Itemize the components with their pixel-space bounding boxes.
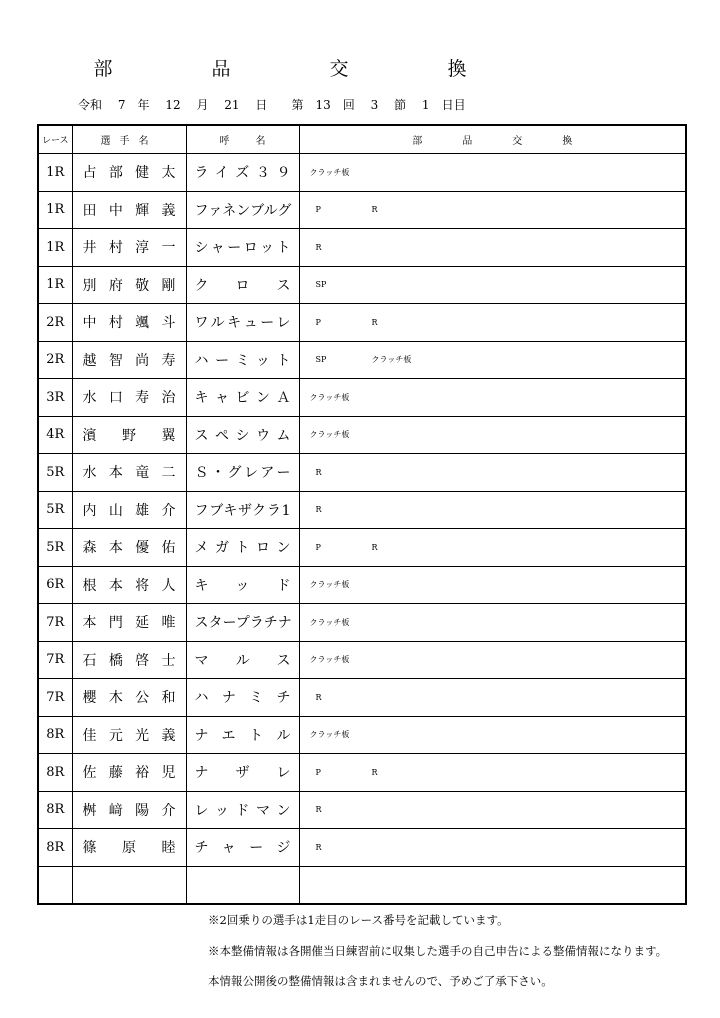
part-item: R xyxy=(371,205,378,215)
race-number: 1R xyxy=(38,229,72,267)
table-row xyxy=(38,266,686,304)
parts-exchanged xyxy=(299,529,686,567)
part-item: R xyxy=(315,842,322,852)
parts-exchanged xyxy=(299,754,686,792)
header-name: 選手名 xyxy=(72,125,186,154)
table-row xyxy=(38,866,686,904)
date-era: 令和 xyxy=(78,98,103,112)
call-name: フブキザクラ1 xyxy=(186,491,299,529)
racer-name: 櫻木公和 xyxy=(72,679,186,717)
call-name: シャーロット xyxy=(186,229,299,267)
race-number: 7R xyxy=(38,641,72,679)
part-item: クラッチ板 xyxy=(309,617,350,627)
call-name: スタープラチナ xyxy=(186,604,299,642)
header-call: 呼名 xyxy=(186,125,299,154)
racer-name: 森本優佑 xyxy=(72,529,186,567)
call-name xyxy=(186,866,299,904)
race-number: 5R xyxy=(38,454,72,492)
table-row xyxy=(38,416,686,454)
race-number: 8R xyxy=(38,716,72,754)
racer-name: 田中輝義 xyxy=(72,191,186,229)
call-name: クロス xyxy=(186,266,299,304)
racer-name: 別府敬剛 xyxy=(72,266,186,304)
table-row xyxy=(38,566,686,604)
table-row xyxy=(38,341,686,379)
date-month: 12 xyxy=(165,98,181,112)
racer-name: 桝﨑陽介 xyxy=(72,791,186,829)
parts-exchanged xyxy=(299,604,686,642)
call-name: Ｓ・グレアー xyxy=(186,454,299,492)
part-item: SP xyxy=(315,355,327,365)
table-row xyxy=(38,379,686,417)
part-item: クラッチ板 xyxy=(309,392,350,402)
table-row xyxy=(38,154,686,192)
call-name: ファネンブルグ xyxy=(186,191,299,229)
table-row xyxy=(38,829,686,867)
date-year-unit: 年 xyxy=(137,98,150,112)
race-number: 8R xyxy=(38,791,72,829)
race-number: 7R xyxy=(38,604,72,642)
race-number: 4R xyxy=(38,416,72,454)
racer-name: 本門延唯 xyxy=(72,604,186,642)
parts-exchanged xyxy=(299,566,686,604)
table-row xyxy=(38,641,686,679)
part-item: R xyxy=(371,767,378,777)
race-number: 2R xyxy=(38,341,72,379)
part-item: クラッチ板 xyxy=(309,655,350,665)
date-year: 7 xyxy=(117,98,126,112)
racer-name: 内山雄介 xyxy=(72,491,186,529)
table-header-row xyxy=(38,125,686,154)
table-row xyxy=(38,304,686,342)
parts-exchanged xyxy=(299,191,686,229)
session-prefix: 第 xyxy=(291,98,304,112)
part-item: P xyxy=(315,767,321,777)
segment-number: 3 xyxy=(370,98,379,112)
day-index-unit: 日目 xyxy=(441,98,466,112)
parts-exchanged xyxy=(299,829,686,867)
race-number: 5R xyxy=(38,529,72,567)
session-unit: 回 xyxy=(342,98,355,112)
racer-name: 根本将人 xyxy=(72,566,186,604)
call-name: ハナミチ xyxy=(186,679,299,717)
call-name: ワルキューレ xyxy=(186,304,299,342)
parts-exchange-table xyxy=(37,124,687,905)
note-disclaimer: 本情報公開後の整備情報は含まれませんので、予めご了承下さい。 xyxy=(208,974,553,988)
parts-exchanged xyxy=(299,379,686,417)
call-name: ライズ３９ xyxy=(186,154,299,192)
table-row xyxy=(38,791,686,829)
parts-exchanged xyxy=(299,416,686,454)
part-item: クラッチ板 xyxy=(309,730,350,740)
note-maintenance-info: ※本整備情報は各開催当日練習前に収集した選手の自己申告による整備情報になります。 xyxy=(208,944,668,958)
part-item: SP xyxy=(315,280,327,290)
table-row xyxy=(38,191,686,229)
racer-name: 濱野翼 xyxy=(72,416,186,454)
race-number: 7R xyxy=(38,679,72,717)
part-item: R xyxy=(315,242,322,252)
table-row xyxy=(38,754,686,792)
table-row xyxy=(38,229,686,267)
part-item: R xyxy=(315,467,322,477)
race-number: 3R xyxy=(38,379,72,417)
parts-exchanged xyxy=(299,266,686,304)
table-row xyxy=(38,529,686,567)
call-name: スペシウム xyxy=(186,416,299,454)
race-number: 8R xyxy=(38,829,72,867)
part-item: クラッチ板 xyxy=(309,167,350,177)
parts-exchanged xyxy=(299,716,686,754)
table-row xyxy=(38,491,686,529)
parts-exchanged xyxy=(299,154,686,192)
page-title: 部 品 交 換 xyxy=(93,58,507,80)
racer-name: 越智尚寿 xyxy=(72,341,186,379)
parts-exchanged xyxy=(299,341,686,379)
racer-name: 石橋啓士 xyxy=(72,641,186,679)
call-name: ナエトル xyxy=(186,716,299,754)
racer-name: 篠原睦 xyxy=(72,829,186,867)
table-row xyxy=(38,454,686,492)
parts-exchanged xyxy=(299,304,686,342)
parts-exchanged xyxy=(299,866,686,904)
date-month-unit: 月 xyxy=(196,98,209,112)
part-item: R xyxy=(315,805,322,815)
segment-unit: 節 xyxy=(394,98,407,112)
header-parts: 部品交換 xyxy=(299,125,686,154)
racer-name: 中村颯斗 xyxy=(72,304,186,342)
part-item: クラッチ板 xyxy=(309,430,350,440)
parts-exchanged xyxy=(299,791,686,829)
racer-name xyxy=(72,866,186,904)
racer-name: 水口寿治 xyxy=(72,379,186,417)
racer-name: 占部健太 xyxy=(72,154,186,192)
table-row xyxy=(38,716,686,754)
part-item: クラッチ板 xyxy=(309,580,350,590)
part-item: P xyxy=(315,205,321,215)
call-name: ハーミット xyxy=(186,341,299,379)
part-item: P xyxy=(315,542,321,552)
race-number: 2R xyxy=(38,304,72,342)
call-name: メガトロン xyxy=(186,529,299,567)
part-item: クラッチ板 xyxy=(371,355,412,365)
session-number: 13 xyxy=(315,98,331,112)
part-item: R xyxy=(315,692,322,702)
parts-exchanged xyxy=(299,454,686,492)
race-number: 5R xyxy=(38,491,72,529)
table-row xyxy=(38,604,686,642)
date-day: 21 xyxy=(224,98,240,112)
parts-exchanged xyxy=(299,229,686,267)
racer-name: 水本竜二 xyxy=(72,454,186,492)
racer-name: 井村淳一 xyxy=(72,229,186,267)
part-item: R xyxy=(371,542,378,552)
call-name: チャージ xyxy=(186,829,299,867)
day-index: 1 xyxy=(421,98,430,112)
race-number: 1R xyxy=(38,154,72,192)
race-number xyxy=(38,866,72,904)
table-row xyxy=(38,679,686,717)
header-race: レース xyxy=(38,125,72,154)
call-name: キッド xyxy=(186,566,299,604)
part-item: P xyxy=(315,317,321,327)
racer-name: 佐藤裕児 xyxy=(72,754,186,792)
race-number: 6R xyxy=(38,566,72,604)
call-name: マルス xyxy=(186,641,299,679)
date-line xyxy=(78,96,466,113)
date-day-unit: 日 xyxy=(255,98,268,112)
note-double-ride: ※2回乗りの選手は1走目のレース番号を記載しています。 xyxy=(208,913,509,927)
part-item: R xyxy=(315,505,322,515)
race-number: 1R xyxy=(38,191,72,229)
part-item: R xyxy=(371,317,378,327)
call-name: レッドマン xyxy=(186,791,299,829)
race-number: 8R xyxy=(38,754,72,792)
call-name: ナザレ xyxy=(186,754,299,792)
call-name: キャビンＡ xyxy=(186,379,299,417)
parts-exchanged xyxy=(299,679,686,717)
parts-exchanged xyxy=(299,491,686,529)
race-number: 1R xyxy=(38,266,72,304)
parts-exchanged xyxy=(299,641,686,679)
racer-name: 佳元光義 xyxy=(72,716,186,754)
